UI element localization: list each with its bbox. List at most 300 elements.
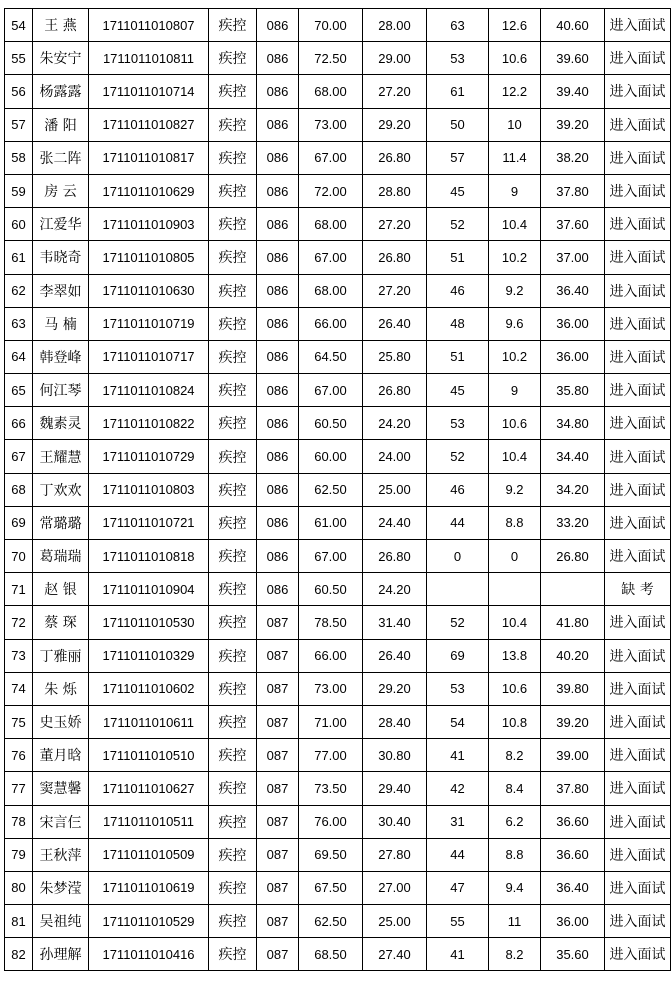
category-cell: 疾控	[209, 606, 257, 639]
written-weighted-cell: 26.80	[363, 141, 427, 174]
total-score-cell: 39.80	[541, 672, 605, 705]
post-code-cell: 087	[257, 606, 299, 639]
status-cell: 进入面试	[605, 905, 671, 938]
status-cell: 进入面试	[605, 540, 671, 573]
exam-id-cell: 1711011010416	[89, 938, 209, 971]
second-weighted-cell: 10.6	[489, 407, 541, 440]
exam-id-cell: 1711011010529	[89, 905, 209, 938]
total-score-cell: 36.00	[541, 307, 605, 340]
exam-id-cell: 1711011010904	[89, 573, 209, 606]
candidate-name-cell: 宋言仨	[33, 805, 89, 838]
category-cell: 疾控	[209, 639, 257, 672]
category-cell: 疾控	[209, 739, 257, 772]
exam-id-cell: 1711011010329	[89, 639, 209, 672]
second-weighted-cell: 12.6	[489, 9, 541, 42]
status-cell: 进入面试	[605, 606, 671, 639]
table-row	[5, 705, 671, 738]
written-weighted-cell: 30.40	[363, 805, 427, 838]
written-weighted-cell: 27.20	[363, 75, 427, 108]
status-cell: 进入面试	[605, 938, 671, 971]
table-row	[5, 905, 671, 938]
table-row	[5, 871, 671, 904]
second-weighted-cell: 8.2	[489, 938, 541, 971]
post-code-cell: 086	[257, 506, 299, 539]
category-cell: 疾控	[209, 938, 257, 971]
exam-id-cell: 1711011010824	[89, 374, 209, 407]
second-weighted-cell: 10.6	[489, 42, 541, 75]
exam-id-cell: 1711011010803	[89, 473, 209, 506]
written-score-cell: 60.50	[299, 407, 363, 440]
status-cell: 进入面试	[605, 871, 671, 904]
row-number-cell: 72	[5, 606, 33, 639]
category-cell: 疾控	[209, 540, 257, 573]
category-cell: 疾控	[209, 208, 257, 241]
category-cell: 疾控	[209, 174, 257, 207]
post-code-cell: 086	[257, 241, 299, 274]
candidate-name-cell: 魏素灵	[33, 407, 89, 440]
category-cell: 疾控	[209, 374, 257, 407]
written-weighted-cell: 26.80	[363, 540, 427, 573]
row-number-cell: 54	[5, 9, 33, 42]
row-number-cell: 66	[5, 407, 33, 440]
exam-id-cell: 1711011010611	[89, 705, 209, 738]
post-code-cell: 086	[257, 274, 299, 307]
second-score-cell: 61	[427, 75, 489, 108]
written-weighted-cell: 27.00	[363, 871, 427, 904]
row-number-cell: 70	[5, 540, 33, 573]
second-score-cell: 53	[427, 672, 489, 705]
exam-id-cell: 1711011010903	[89, 208, 209, 241]
status-cell: 进入面试	[605, 440, 671, 473]
exam-id-cell: 1711011010719	[89, 307, 209, 340]
category-cell: 疾控	[209, 108, 257, 141]
second-score-cell	[427, 573, 489, 606]
post-code-cell: 087	[257, 672, 299, 705]
exam-id-cell: 1711011010619	[89, 871, 209, 904]
category-cell: 疾控	[209, 274, 257, 307]
status-cell: 进入面试	[605, 42, 671, 75]
written-score-cell: 72.00	[299, 174, 363, 207]
exam-id-cell: 1711011010805	[89, 241, 209, 274]
row-number-cell: 67	[5, 440, 33, 473]
category-cell: 疾控	[209, 407, 257, 440]
post-code-cell: 086	[257, 540, 299, 573]
candidate-name-cell: 房 云	[33, 174, 89, 207]
table-row	[5, 174, 671, 207]
status-cell: 进入面试	[605, 672, 671, 705]
status-cell: 进入面试	[605, 75, 671, 108]
total-score-cell: 39.20	[541, 108, 605, 141]
written-score-cell: 60.50	[299, 573, 363, 606]
post-code-cell: 086	[257, 141, 299, 174]
post-code-cell: 086	[257, 473, 299, 506]
row-number-cell: 82	[5, 938, 33, 971]
table-row	[5, 639, 671, 672]
post-code-cell: 086	[257, 407, 299, 440]
written-score-cell: 67.50	[299, 871, 363, 904]
category-cell: 疾控	[209, 141, 257, 174]
total-score-cell: 36.00	[541, 340, 605, 373]
table-row	[5, 208, 671, 241]
row-number-cell: 79	[5, 838, 33, 871]
status-cell: 进入面试	[605, 307, 671, 340]
second-score-cell: 44	[427, 506, 489, 539]
written-weighted-cell: 24.00	[363, 440, 427, 473]
candidate-name-cell: 葛瑞瑞	[33, 540, 89, 573]
second-weighted-cell: 8.8	[489, 838, 541, 871]
written-score-cell: 64.50	[299, 340, 363, 373]
category-cell: 疾控	[209, 506, 257, 539]
candidate-name-cell: 朱安宁	[33, 42, 89, 75]
status-cell: 进入面试	[605, 274, 671, 307]
second-weighted-cell: 9.2	[489, 473, 541, 506]
second-weighted-cell: 11	[489, 905, 541, 938]
candidate-name-cell: 丁雅丽	[33, 639, 89, 672]
written-score-cell: 73.00	[299, 672, 363, 705]
row-number-cell: 81	[5, 905, 33, 938]
table-row	[5, 340, 671, 373]
total-score-cell: 35.60	[541, 938, 605, 971]
post-code-cell: 087	[257, 805, 299, 838]
total-score-cell: 37.80	[541, 174, 605, 207]
second-score-cell: 31	[427, 805, 489, 838]
total-score-cell: 36.60	[541, 805, 605, 838]
exam-id-cell: 1711011010827	[89, 108, 209, 141]
post-code-cell: 086	[257, 374, 299, 407]
table-row	[5, 274, 671, 307]
written-weighted-cell: 27.40	[363, 938, 427, 971]
status-cell: 进入面试	[605, 705, 671, 738]
exam-id-cell: 1711011010511	[89, 805, 209, 838]
post-code-cell: 087	[257, 739, 299, 772]
candidate-name-cell: 江爱华	[33, 208, 89, 241]
status-cell: 缺 考	[605, 573, 671, 606]
table-row	[5, 473, 671, 506]
table-row	[5, 307, 671, 340]
row-number-cell: 65	[5, 374, 33, 407]
written-score-cell: 62.50	[299, 905, 363, 938]
second-score-cell: 52	[427, 208, 489, 241]
row-number-cell: 76	[5, 739, 33, 772]
total-score-cell: 26.80	[541, 540, 605, 573]
row-number-cell: 60	[5, 208, 33, 241]
written-score-cell: 73.50	[299, 772, 363, 805]
exam-id-cell: 1711011010807	[89, 9, 209, 42]
second-weighted-cell: 9	[489, 174, 541, 207]
table-row	[5, 772, 671, 805]
second-weighted-cell: 8.4	[489, 772, 541, 805]
second-weighted-cell: 9	[489, 374, 541, 407]
category-cell: 疾控	[209, 871, 257, 904]
second-weighted-cell: 0	[489, 540, 541, 573]
category-cell: 疾控	[209, 905, 257, 938]
written-score-cell: 69.50	[299, 838, 363, 871]
row-number-cell: 78	[5, 805, 33, 838]
row-number-cell: 71	[5, 573, 33, 606]
second-score-cell: 48	[427, 307, 489, 340]
candidate-name-cell: 王 燕	[33, 9, 89, 42]
row-number-cell: 75	[5, 705, 33, 738]
second-score-cell: 52	[427, 606, 489, 639]
second-weighted-cell: 10.8	[489, 705, 541, 738]
written-score-cell: 70.00	[299, 9, 363, 42]
status-cell: 进入面试	[605, 772, 671, 805]
written-weighted-cell: 26.40	[363, 639, 427, 672]
table-row	[5, 75, 671, 108]
table-row	[5, 9, 671, 42]
category-cell: 疾控	[209, 838, 257, 871]
second-score-cell: 45	[427, 174, 489, 207]
status-cell: 进入面试	[605, 340, 671, 373]
post-code-cell: 086	[257, 108, 299, 141]
exam-id-cell: 1711011010729	[89, 440, 209, 473]
second-weighted-cell: 11.4	[489, 141, 541, 174]
table-row	[5, 108, 671, 141]
exam-id-cell: 1711011010714	[89, 75, 209, 108]
written-weighted-cell: 24.40	[363, 506, 427, 539]
second-weighted-cell: 8.8	[489, 506, 541, 539]
status-cell: 进入面试	[605, 174, 671, 207]
second-weighted-cell: 6.2	[489, 805, 541, 838]
candidate-name-cell: 董月晗	[33, 739, 89, 772]
table-row	[5, 241, 671, 274]
second-score-cell: 51	[427, 340, 489, 373]
written-score-cell: 76.00	[299, 805, 363, 838]
row-number-cell: 68	[5, 473, 33, 506]
candidate-name-cell: 韩登峰	[33, 340, 89, 373]
status-cell: 进入面试	[605, 639, 671, 672]
row-number-cell: 61	[5, 241, 33, 274]
second-weighted-cell: 10.6	[489, 672, 541, 705]
written-score-cell: 67.00	[299, 374, 363, 407]
status-cell: 进入面试	[605, 141, 671, 174]
written-weighted-cell: 24.20	[363, 573, 427, 606]
written-score-cell: 68.50	[299, 938, 363, 971]
candidate-name-cell: 史玉娇	[33, 705, 89, 738]
category-cell: 疾控	[209, 805, 257, 838]
written-score-cell: 66.00	[299, 639, 363, 672]
post-code-cell: 087	[257, 905, 299, 938]
table-row	[5, 805, 671, 838]
total-score-cell: 39.60	[541, 42, 605, 75]
written-weighted-cell: 25.00	[363, 473, 427, 506]
post-code-cell: 086	[257, 208, 299, 241]
table-row	[5, 440, 671, 473]
status-cell: 进入面试	[605, 241, 671, 274]
table-row	[5, 374, 671, 407]
total-score-cell: 39.00	[541, 739, 605, 772]
table-body	[5, 9, 671, 971]
post-code-cell: 087	[257, 871, 299, 904]
row-number-cell: 59	[5, 174, 33, 207]
written-score-cell: 68.00	[299, 274, 363, 307]
post-code-cell: 087	[257, 938, 299, 971]
written-weighted-cell: 28.00	[363, 9, 427, 42]
table-row	[5, 739, 671, 772]
second-score-cell: 57	[427, 141, 489, 174]
candidate-name-cell: 张二阵	[33, 141, 89, 174]
second-weighted-cell: 10.4	[489, 208, 541, 241]
written-score-cell: 60.00	[299, 440, 363, 473]
row-number-cell: 55	[5, 42, 33, 75]
second-score-cell: 41	[427, 739, 489, 772]
second-weighted-cell	[489, 573, 541, 606]
post-code-cell: 086	[257, 174, 299, 207]
post-code-cell: 087	[257, 772, 299, 805]
written-weighted-cell: 25.00	[363, 905, 427, 938]
second-score-cell: 51	[427, 241, 489, 274]
row-number-cell: 80	[5, 871, 33, 904]
written-weighted-cell: 29.20	[363, 108, 427, 141]
candidate-name-cell: 何江琴	[33, 374, 89, 407]
category-cell: 疾控	[209, 75, 257, 108]
table-row	[5, 672, 671, 705]
table-row	[5, 540, 671, 573]
candidate-name-cell: 孙理解	[33, 938, 89, 971]
written-score-cell: 67.00	[299, 540, 363, 573]
candidate-name-cell: 王秋萍	[33, 838, 89, 871]
category-cell: 疾控	[209, 440, 257, 473]
post-code-cell: 086	[257, 42, 299, 75]
second-score-cell: 46	[427, 274, 489, 307]
status-cell: 进入面试	[605, 473, 671, 506]
table-row	[5, 42, 671, 75]
post-code-cell: 086	[257, 75, 299, 108]
status-cell: 进入面试	[605, 805, 671, 838]
written-weighted-cell: 26.80	[363, 374, 427, 407]
candidate-name-cell: 朱 烁	[33, 672, 89, 705]
total-score-cell: 34.20	[541, 473, 605, 506]
written-score-cell: 61.00	[299, 506, 363, 539]
table-row	[5, 573, 671, 606]
second-weighted-cell: 9.4	[489, 871, 541, 904]
second-weighted-cell: 10.4	[489, 440, 541, 473]
total-score-cell: 36.40	[541, 274, 605, 307]
table-row	[5, 938, 671, 971]
post-code-cell: 087	[257, 838, 299, 871]
second-weighted-cell: 13.8	[489, 639, 541, 672]
written-weighted-cell: 29.00	[363, 42, 427, 75]
row-number-cell: 77	[5, 772, 33, 805]
written-score-cell: 67.00	[299, 241, 363, 274]
candidate-name-cell: 蔡 琛	[33, 606, 89, 639]
second-score-cell: 47	[427, 871, 489, 904]
exam-id-cell: 1711011010630	[89, 274, 209, 307]
exam-id-cell: 1711011010721	[89, 506, 209, 539]
candidate-name-cell: 赵 银	[33, 573, 89, 606]
post-code-cell: 087	[257, 705, 299, 738]
post-code-cell: 086	[257, 340, 299, 373]
written-weighted-cell: 31.40	[363, 606, 427, 639]
total-score-cell: 37.80	[541, 772, 605, 805]
written-weighted-cell: 27.20	[363, 208, 427, 241]
exam-id-cell: 1711011010822	[89, 407, 209, 440]
total-score-cell: 36.00	[541, 905, 605, 938]
second-score-cell: 63	[427, 9, 489, 42]
status-cell: 进入面试	[605, 407, 671, 440]
written-weighted-cell: 30.80	[363, 739, 427, 772]
table-row	[5, 141, 671, 174]
total-score-cell: 37.60	[541, 208, 605, 241]
category-cell: 疾控	[209, 9, 257, 42]
second-weighted-cell: 9.2	[489, 274, 541, 307]
second-score-cell: 45	[427, 374, 489, 407]
second-score-cell: 44	[427, 838, 489, 871]
category-cell: 疾控	[209, 307, 257, 340]
total-score-cell	[541, 573, 605, 606]
written-weighted-cell: 24.20	[363, 407, 427, 440]
candidate-name-cell: 吴祖纯	[33, 905, 89, 938]
candidate-name-cell: 马 楠	[33, 307, 89, 340]
candidate-name-cell: 韦晓奇	[33, 241, 89, 274]
exam-id-cell: 1711011010510	[89, 739, 209, 772]
row-number-cell: 64	[5, 340, 33, 373]
row-number-cell: 69	[5, 506, 33, 539]
results-table	[4, 8, 671, 971]
second-weighted-cell: 10.4	[489, 606, 541, 639]
exam-id-cell: 1711011010818	[89, 540, 209, 573]
second-score-cell: 52	[427, 440, 489, 473]
row-number-cell: 56	[5, 75, 33, 108]
candidate-name-cell: 潘 阳	[33, 108, 89, 141]
table-row	[5, 407, 671, 440]
status-cell: 进入面试	[605, 374, 671, 407]
second-score-cell: 69	[427, 639, 489, 672]
written-weighted-cell: 28.40	[363, 705, 427, 738]
candidate-name-cell: 王耀慧	[33, 440, 89, 473]
candidate-name-cell: 丁欢欢	[33, 473, 89, 506]
second-score-cell: 53	[427, 407, 489, 440]
exam-id-cell: 1711011010629	[89, 174, 209, 207]
second-weighted-cell: 10.2	[489, 241, 541, 274]
second-score-cell: 42	[427, 772, 489, 805]
exam-id-cell: 1711011010811	[89, 42, 209, 75]
second-score-cell: 54	[427, 705, 489, 738]
row-number-cell: 62	[5, 274, 33, 307]
written-score-cell: 68.00	[299, 208, 363, 241]
total-score-cell: 37.00	[541, 241, 605, 274]
total-score-cell: 34.80	[541, 407, 605, 440]
written-weighted-cell: 29.20	[363, 672, 427, 705]
second-weighted-cell: 10	[489, 108, 541, 141]
total-score-cell: 39.20	[541, 705, 605, 738]
total-score-cell: 35.80	[541, 374, 605, 407]
status-cell: 进入面试	[605, 9, 671, 42]
exam-id-cell: 1711011010717	[89, 340, 209, 373]
category-cell: 疾控	[209, 42, 257, 75]
row-number-cell: 57	[5, 108, 33, 141]
category-cell: 疾控	[209, 573, 257, 606]
category-cell: 疾控	[209, 772, 257, 805]
written-weighted-cell: 26.40	[363, 307, 427, 340]
written-score-cell: 71.00	[299, 705, 363, 738]
second-score-cell: 50	[427, 108, 489, 141]
row-number-cell: 63	[5, 307, 33, 340]
second-score-cell: 46	[427, 473, 489, 506]
written-score-cell: 72.50	[299, 42, 363, 75]
post-code-cell: 087	[257, 639, 299, 672]
exam-id-cell: 1711011010627	[89, 772, 209, 805]
written-score-cell: 62.50	[299, 473, 363, 506]
post-code-cell: 086	[257, 9, 299, 42]
post-code-cell: 086	[257, 573, 299, 606]
written-score-cell: 68.00	[299, 75, 363, 108]
candidate-name-cell: 常璐璐	[33, 506, 89, 539]
total-score-cell: 36.60	[541, 838, 605, 871]
table-row	[5, 606, 671, 639]
status-cell: 进入面试	[605, 838, 671, 871]
second-weighted-cell: 12.2	[489, 75, 541, 108]
